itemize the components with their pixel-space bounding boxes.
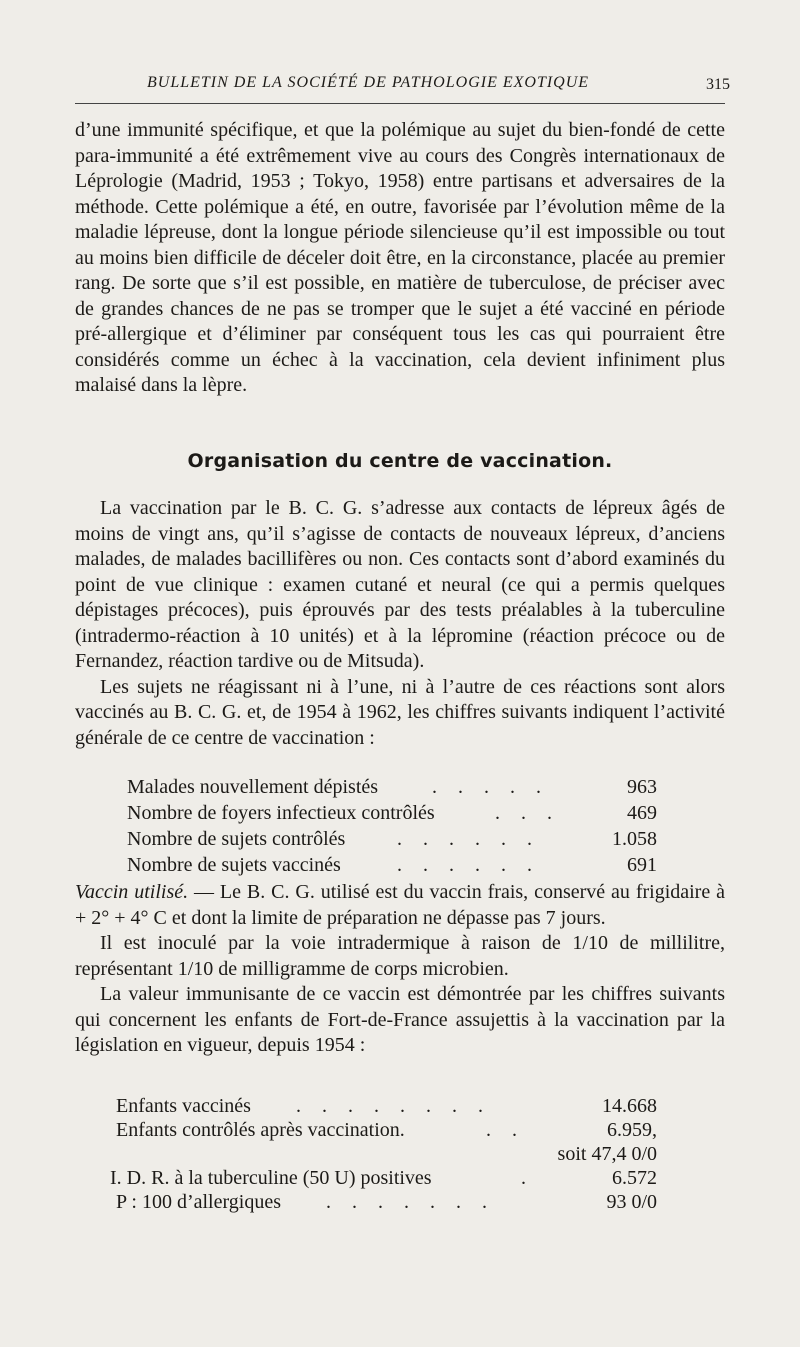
stats-label: Malades nouvellement dépistés (127, 776, 379, 798)
stats-value: soit 47,4 0/0 (557, 1143, 657, 1165)
vaccin-lead: Vaccin utilisé. (75, 881, 189, 903)
stats-value: 93 0/0 (606, 1191, 657, 1213)
paragraph-5: Il est inoculé par la voie intradermique à raison de 1/10 de millilitre, représentant 1/10 de milligramme de corps microbien. (75, 932, 725, 980)
journal-title: BULLETIN DE LA SOCIÉTÉ DE PATHOLOGIE EXOTIQUE (147, 74, 590, 91)
leader-dots: . . . . . (432, 776, 549, 798)
section-heading: Organisation du centre de vaccination. (187, 450, 613, 472)
stats-row (116, 1191, 657, 1215)
stats-label: Enfants contrôlés après vaccination. (116, 1119, 405, 1141)
header-rule (75, 103, 725, 104)
stats-label: Enfants vaccinés (116, 1095, 251, 1117)
leader-dots: . . . . . . (397, 854, 540, 876)
leader-dots: . . . (495, 802, 560, 824)
stats-row (127, 776, 657, 802)
stats-table-2 (110, 1095, 657, 1215)
paragraph-1: d’une immunité spécifique, et que la polémique au sujet du bien-fondé de cette para-immunité a été extrêmement vive au cours des Congrès internationaux de Léprologie (Madrid, 1953 ; Tokyo, 1958) entre partisans et adversaires de la méthode. Cette polémique a été, en outre, favorisée par l’évolution même de la maladie lépreuse, dont la longue période silencieuse qu’il est impossible ou tout au moins bien difficile de déceler doit être, en la circonstance, placée au premier rang. De sorte que s’il est possible, en matière de tuberculose, de préciser avec de grandes chances de ne pas se tromper que le sujet a été vacciné en période pré-allergique et d’éliminer par conséquent tous les cas qui pourraient être considérés comme un échec à la vaccination, cela devient infiniment plus malaisé dans la lèpre. (75, 119, 725, 396)
paragraph-block-2 (75, 496, 725, 751)
leader-dots: . . . . . . . (326, 1191, 495, 1213)
stats-table-1 (127, 776, 657, 880)
stats-row (116, 1143, 657, 1167)
leader-dots: . . . . . . (397, 828, 540, 850)
paragraph-4-text: — Le B. C. G. utilisé est du vaccin frais, conservé au frigidaire à + 2° + 4° C et dont la limite de préparation ne dépasse pas 7 jours. (75, 881, 726, 929)
paragraph-6: La valeur immunisante de ce vaccin est démontrée par les chiffres suivants qui concernent les enfants de Fort-de-France assujettis à la vaccination par la législation en vigueur, depuis 1954 : (75, 983, 725, 1056)
stats-value: 691 (627, 854, 657, 876)
stats-value: 469 (627, 802, 657, 824)
stats-row (110, 1167, 657, 1191)
leader-dots: . . (486, 1119, 525, 1141)
stats-label: Nombre de sujets contrôlés (127, 828, 346, 850)
stats-row (127, 802, 657, 828)
stats-label: I. D. R. à la tuberculine (50 U) positives (110, 1167, 432, 1189)
leader-dots: . . . . . . . . (296, 1095, 491, 1117)
stats-row (116, 1095, 657, 1119)
paragraph-block-3 (75, 880, 725, 1059)
leader-dots: . (521, 1167, 534, 1189)
stats-value: 963 (627, 776, 657, 798)
paragraph-4 (75, 880, 725, 931)
stats-row (116, 1119, 657, 1143)
stats-label: P : 100 d’allergiques (116, 1191, 281, 1213)
stats-row (127, 828, 657, 854)
stats-value: 1.058 (612, 828, 657, 850)
stats-value: 6.572 (612, 1167, 657, 1189)
stats-label: Nombre de sujets vaccinés (127, 854, 341, 876)
stats-value: 14.668 (602, 1095, 657, 1117)
stats-label: Nombre de foyers infectieux contrôlés (127, 802, 435, 824)
paragraph-2: La vaccination par le B. C. G. s’adresse aux contacts de lépreux âgés de moins de vingt ans, qu’il s’agisse de contacts de nouveaux lépreux, d’anciens malades, de malades bacillifères ou non. Ces contacts sont d’abord examinés du point de vue clinique : examen cutané et neural (ce qui a permis quelques dépistages précoces), puis éprouvés par des tests préalables à la tuberculine (intradermo-réaction à 10 unités) et à la lépromine (réaction précoce ou de Fernandez, réaction tardive ou de Mitsuda). (75, 497, 725, 672)
stats-value: 6.959, (607, 1119, 657, 1141)
stats-row (127, 854, 657, 880)
paragraph-3: Les sujets ne réagissant ni à l’une, ni à l’autre de ces réactions sont alors vaccinés au B. C. G. et, de 1954 à 1962, les chiffres suivants indiquent l’activité générale de ce centre de vaccination : (75, 675, 725, 749)
page-number: 315 (706, 76, 730, 93)
